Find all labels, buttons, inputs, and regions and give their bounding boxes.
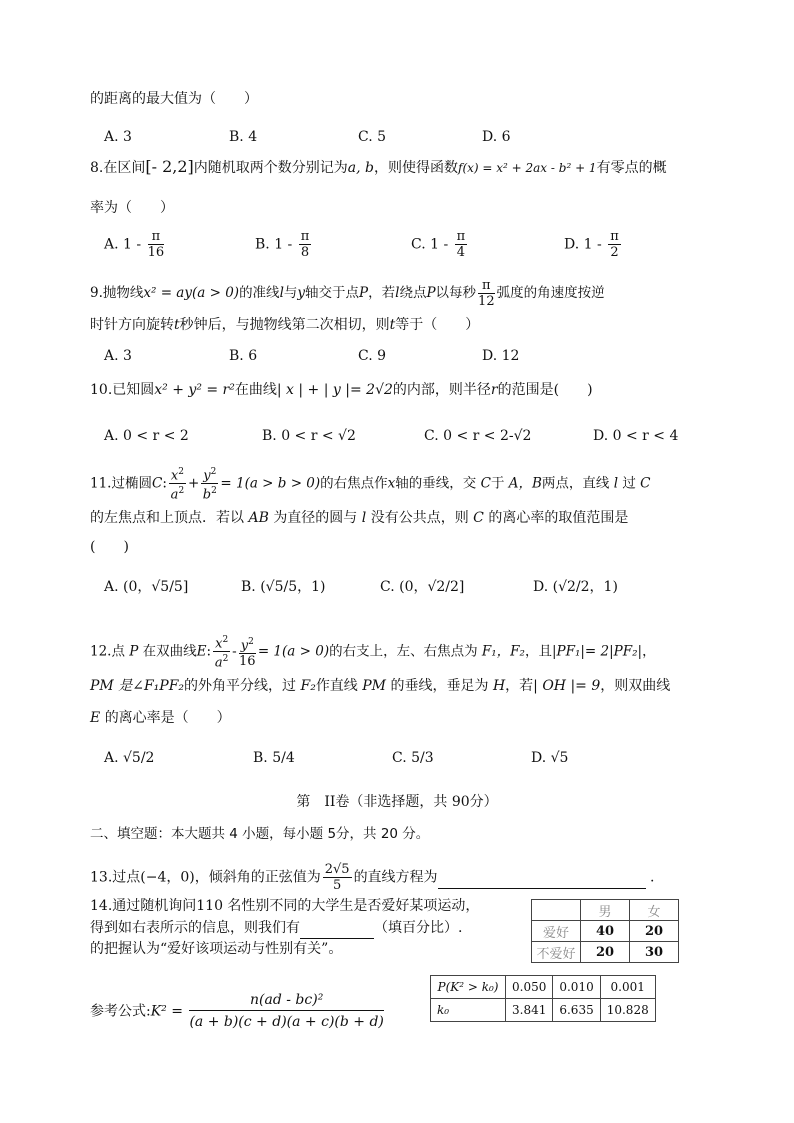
table-row: 男 女: [532, 900, 679, 921]
table-row: k₀ 3.841 6.635 10.828: [431, 999, 656, 1022]
q13-answer-blank[interactable]: [438, 868, 646, 889]
q14-line3: 的把握认为“爱好该项运动与性别有关”。: [90, 941, 343, 957]
q10-line1: 10.已知圆x² + y² = r²在曲线| x | + | y |= 2√2的内部，则半径r的范围是( ): [90, 382, 593, 398]
q9-option-c: C. 9: [358, 348, 387, 364]
q12-line2: PM 是∠F₁PF₂的外角平分线，过 F₂作直线 PM 的垂线，垂足为 H，若| OH |= 9，则双曲线: [90, 678, 671, 694]
q11-option-a: A. (0，√5/5]: [104, 579, 189, 595]
q12-option-d: D. √5: [531, 750, 569, 766]
table-row: P(K² > k₀) 0.050 0.010 0.001: [431, 976, 656, 999]
q7-option-a: A. 3: [104, 129, 132, 145]
q9-line2: 时针方向旋转t秒钟后，与抛物线第二次相切，则t等于（ ）: [90, 317, 480, 333]
q9-option-d: D. 12: [482, 348, 520, 364]
q8-option-b: B. 1 - $\frac{\pi}{8}$: [255, 229, 310, 260]
q11-line1: 11.过椭圆C: $\frac{x^2}{a^2}$ + $\frac{y^2}{b^2}$ = 1(a > b > 0)的右焦点作x轴的垂线，交 C于 A，B两点，直线 l 过 C: [90, 467, 651, 503]
q9-option-b: B. 6: [229, 348, 258, 364]
q11-line2: 的左焦点和上顶点．若以 AB 为直径的圆与 l 没有公共点，则 C 的离心率的取值范围是: [90, 510, 629, 526]
q10-option-c: C. 0 < r < 2-√2: [424, 428, 532, 444]
table-row: 不爱好 20 30: [532, 942, 679, 963]
table-row: 爱好 40 20: [532, 921, 679, 942]
q14-answer-blank[interactable]: [300, 918, 374, 939]
q7-option-b: B. 4: [229, 129, 258, 145]
q10-curve: | x | + | y |= 2√2: [276, 382, 393, 398]
q8-line2: 率为（ ）: [90, 200, 174, 216]
q8-function: f(x) = x² + 2ax - b² + 1: [458, 161, 597, 175]
q14-line1: 14.通过随机询问110 名性别不同的大学生是否爱好某项运动，: [90, 898, 480, 914]
q11-option-d: D. (√2/2，1): [533, 579, 618, 595]
q12-option-a: A. √5/2: [104, 750, 155, 766]
q12-line3: E 的离心率是（ ）: [90, 710, 231, 726]
q7-tail: 的距离的最大值为（ ）: [90, 91, 258, 107]
critical-value-table: [430, 975, 656, 1022]
q8-option-d: D. 1 - $\frac{\pi}{2}$: [564, 229, 619, 260]
q11-option-c: C. (0，√2/2]: [380, 579, 465, 595]
section2-title: 第 II卷（非选择题，共 90分）: [296, 794, 498, 810]
q10-option-b: B. 0 < r < √2: [262, 428, 356, 444]
q9-line1: 9.抛物线x² = ay(a > 0)的准线l与y轴交于点P，若l绕点P以每秒 $\frac{\pi}{12}$ 弧度的角速度按逆: [90, 278, 605, 309]
q14-contingency-table: [531, 899, 679, 963]
q7-option-d: D. 6: [482, 129, 511, 145]
section2-intro: 二、填空题：本大题共 4 小题，每小题 5分，共 20 分。: [90, 826, 430, 842]
q7-option-c: C. 5: [358, 129, 387, 145]
q12-option-c: C. 5/3: [392, 750, 434, 766]
reference-formula: 参考公式:K² = $\frac{\text{n(ad - bc)²}}{(a + b)(c + d)(a + c)(b + d)}$: [90, 992, 384, 1030]
q8-option-c: C. 1 - $\frac{\pi}{4}$: [411, 229, 466, 260]
q9-equation: x² = ay(a > 0): [143, 285, 240, 301]
q12-line1: 12.点 P 在双曲线E: $\frac{x^2}{a^2}$ - $\frac{y^2}{16}$ = 1(a > 0)的右支上，左、右焦点为 F₁，F₂，且|PF₁|= 2|PF₂|，: [90, 635, 656, 671]
q8-number: 8.: [90, 160, 104, 176]
q10-option-a: A. 0 < r < 2: [104, 428, 189, 444]
q14-line2: 得到如右表所示的信息，则我们有 （填百分比）.: [90, 918, 462, 939]
q10-circle: x² + y² = r²: [154, 382, 235, 398]
q11-line3: ( ): [90, 539, 129, 555]
q8-interval: [- 2,2]: [145, 157, 194, 176]
q8-line1: 8.在区间[- 2,2]内随机取两个数分别记为a, b，则使得函数f(x) = x² + 2ax - b² + 1有零点的概: [90, 157, 667, 176]
q10-option-d: D. 0 < r < 4: [593, 428, 679, 444]
q8-option-a: A. 1 - $\frac{\pi}{16}$: [104, 229, 165, 260]
q11-option-b: B. (√5/5，1): [241, 579, 326, 595]
q9-option-a: A. 3: [104, 348, 132, 364]
q13-line: 13.过点(−4，0)，倾斜角的正弦值为 $\frac{2√5}{5}$ 的直线方程为 .: [90, 862, 655, 893]
q12-option-b: B. 5/4: [253, 750, 295, 766]
